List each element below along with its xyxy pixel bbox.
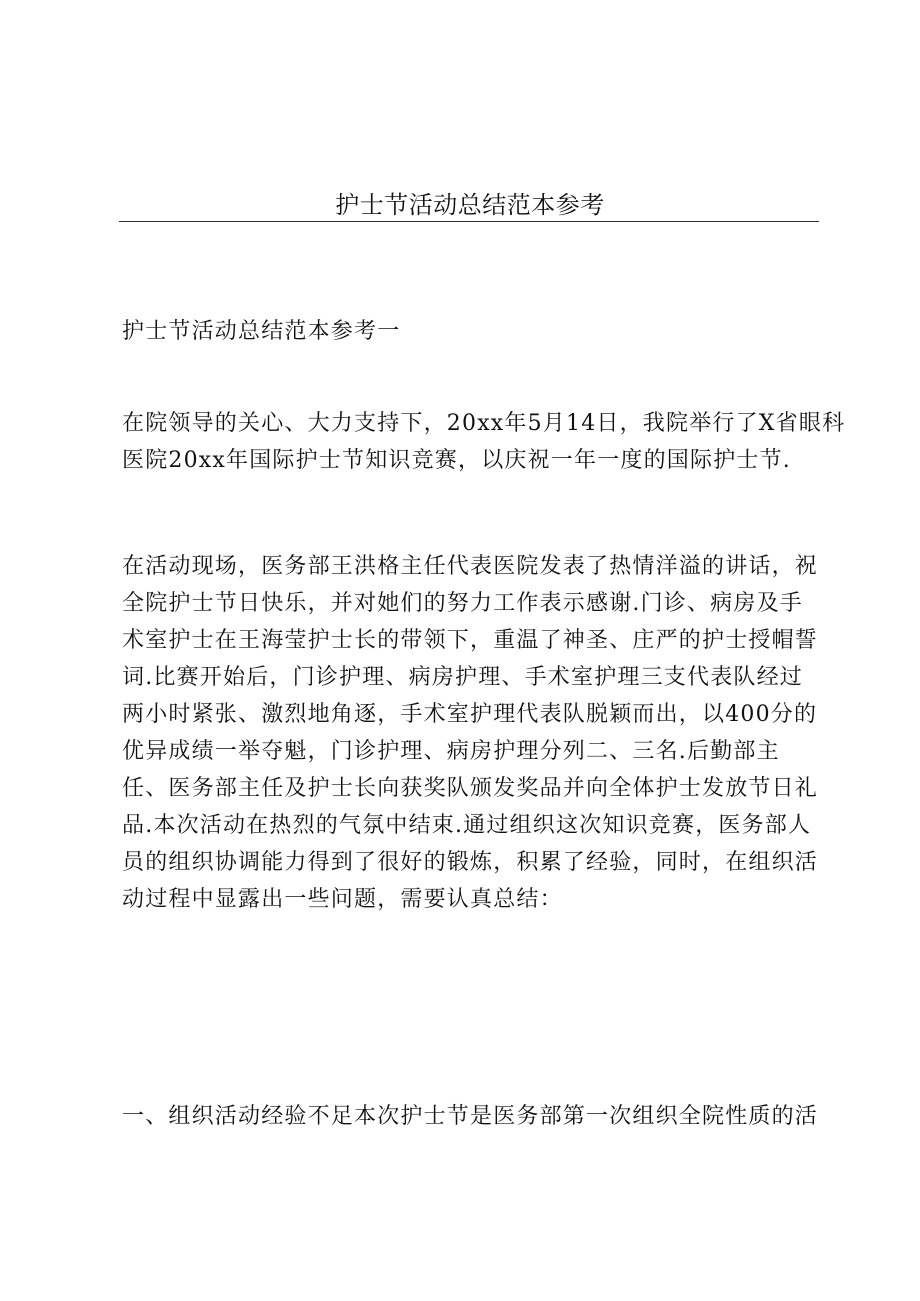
paragraph-event-details xyxy=(122,548,822,918)
document-title: 护士节活动总结范本参考 xyxy=(335,191,605,219)
paragraph-line: 品.本次活动在热烈的气氛中结束.通过组织这次知识竞赛，医务部人 xyxy=(122,813,812,838)
paragraph-line: 术室护士在王海莹护士长的带领下，重温了神圣、庄严的护士授帽誓 xyxy=(122,628,819,653)
paragraph-line: 动过程中显露出一些问题，需要认真总结： xyxy=(122,887,563,912)
paragraph-line: 全院护士节日快乐，并对她们的努力工作表示感谢.门诊、病房及手 xyxy=(122,591,803,616)
paragraph-line: 优异成绩一举夺魁，门诊护理、病房护理分列二、三名.后勤部主 xyxy=(122,739,780,764)
paragraph-line: 在活动现场，医务部王洪格主任代表医院发表了热情洋溢的讲话，祝 xyxy=(122,554,819,579)
paragraph-line: 医院20xx年国际护士节知识竞赛，以庆祝一年一度的国际护士节. xyxy=(122,448,792,473)
paragraph-issue-one xyxy=(122,1098,822,1135)
title-underline xyxy=(119,221,819,222)
paragraph-line: 任、医务部主任及护士长向获奖队颁发奖品并向全体护士发放节日礼 xyxy=(122,776,819,801)
paragraph-line: 在院领导的关心、大力支持下，20xx年5月14日，我院举行了X省眼科 xyxy=(122,411,846,436)
paragraph-line: 两小时紧张、激烈地角逐，手术室护理代表队脱颖而出，以400分的 xyxy=(122,702,818,727)
paragraph-line: 员的组织协调能力得到了很好的锻炼，积累了经验，同时，在组织活 xyxy=(122,850,819,875)
section-heading: 护士节活动总结范本参考一 xyxy=(122,319,401,344)
paragraph-line: 词.比赛开始后，门诊护理、病房护理、手术室护理三支代表队经过 xyxy=(122,665,803,690)
paragraph-line: 一、组织活动经验不足本次护士节是医务部第一次组织全院性质的活 xyxy=(122,1104,819,1129)
paragraph-intro xyxy=(122,405,846,479)
